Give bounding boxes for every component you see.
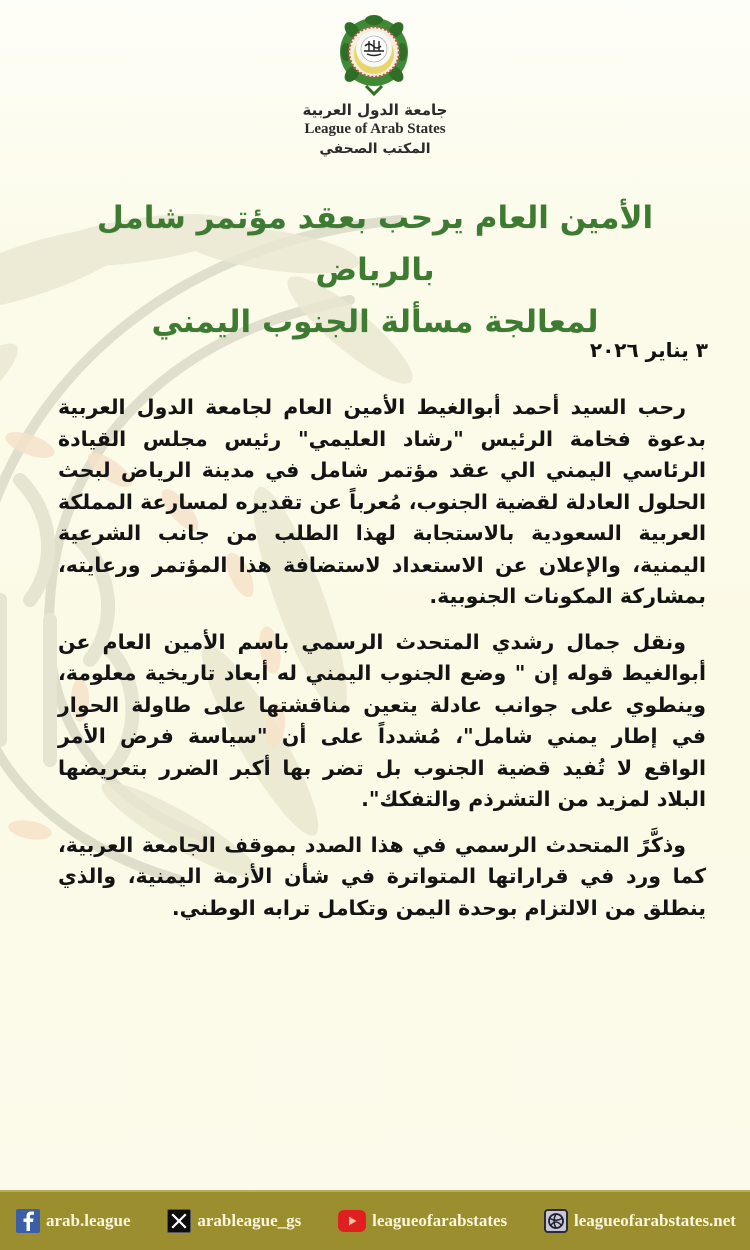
arab-league-emblem-icon xyxy=(336,14,412,100)
headline xyxy=(40,192,710,348)
org-name-arabic: جامعة الدول العربية xyxy=(302,101,448,119)
x-handle: arableague_gs xyxy=(197,1211,302,1230)
youtube-icon xyxy=(338,1210,366,1232)
release-date: ٣ يناير ٢٠٢٦ xyxy=(589,338,708,362)
paragraph-1: رحب السيد أحمد أبوالغيط الأمين العام لجامعة الدول العربية بدعوة فخامة الرئيس "رشاد العليمي" رئيس مجلس القيادة الرئاسي اليمني الي عقد مؤتمر شامل في مدينة الرياض لبحث الحلول العادلة لقضية الجنوب، مُعرباً عن تقديره لمسارعة المملكة العربية السعودية بالاستجابة لهذا الطلب من جانب الشرعية اليمنية، والإعلان عن الاستعداد لاستضافة هذا المؤتمر ورعايته، بمشاركة المكونات الجنوبية. xyxy=(58,395,706,608)
youtube-handle: leagueofarabstates xyxy=(372,1211,508,1230)
facebook-link[interactable] xyxy=(16,1209,131,1233)
article-body xyxy=(58,392,706,938)
website-url: leagueofarabstates.net xyxy=(574,1211,736,1230)
x-icon xyxy=(167,1209,191,1233)
org-name-english: League of Arab States xyxy=(304,121,446,137)
website-icon xyxy=(544,1209,568,1233)
paragraph-3: وذكَّرً المتحدث الرسمي في هذا الصدد بموقف الجامعة العربية، كما ورد في قراراتها المتواترة في شأن الأزمة اليمنية، والذي ينطلق من الالتزام بوحدة اليمن وتكامل ترابه الوطني. xyxy=(58,832,706,920)
headline-line-1: الأمين العام يرحب بعقد مؤتمر شامل بالرياض xyxy=(96,200,654,288)
youtube-link[interactable] xyxy=(338,1210,507,1232)
facebook-handle: arab.league xyxy=(46,1211,131,1230)
paragraph-2: ونقل جمال رشدي المتحدث الرسمي باسم الأمين العام عن أبوالغيط قوله إن " وضع الجنوب اليمني له أبعاد تاريخية معلومة، وينطوي على جوانب عادلة يتعين مناقشتها على طاولة الحوار في إطار يمني شامل"، مُشدداً على أن "سياسة فرض الأمر الواقع لا تُفيد قضية الجنوب بل تضر بها أكبر الضرر بتعريضها البلاد لمزيد من التشرذم والتفكك". xyxy=(58,629,706,811)
header xyxy=(0,0,750,170)
headline-line-2: لمعالجة مسألة الجنوب اليمني xyxy=(151,304,599,340)
facebook-icon xyxy=(16,1209,40,1233)
website-link[interactable] xyxy=(544,1209,736,1233)
press-office-label: المكتب الصحفي xyxy=(319,141,431,157)
x-link[interactable] xyxy=(167,1209,301,1233)
social-footer xyxy=(0,1190,750,1250)
